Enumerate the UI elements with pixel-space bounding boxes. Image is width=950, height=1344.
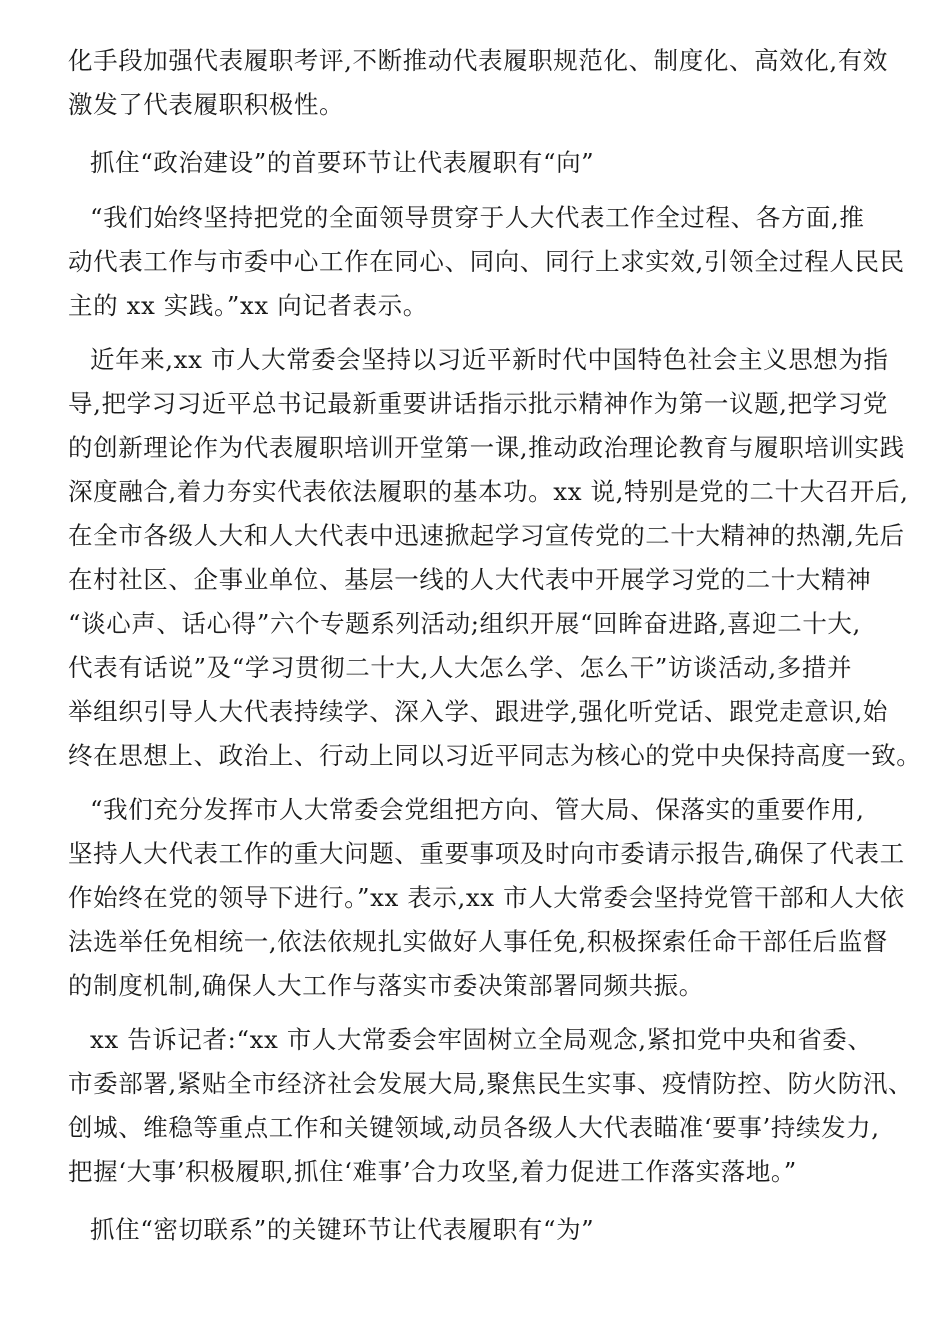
text-line: 把握‘大事’积极履职,抓住‘难事’合力攻坚,着力促进工作落实落地。” (68, 1157, 797, 1186)
text-line: 坚持人大代表工作的重大问题、重要事项及时向市委请示报告,确保了代表工 (68, 839, 905, 868)
section-heading: 抓住“密切联系”的关键环节让代表履职有“为” (90, 1215, 595, 1244)
text-line: 的制度机制,确保人大工作与落实市委决策部署同频共振。 (68, 971, 704, 1000)
text-line: 的创新理论作为代表履职培训开堂第一课,推动政治理论教育与履职培训实践 (68, 433, 905, 462)
text-line: 深度融合,着力夯实代表依法履职的基本功。xx 说,特别是党的二十大召开后, (68, 477, 909, 506)
text-line: 激发了代表履职积极性。 (68, 90, 345, 119)
text-line: xx 告诉记者:“xx 市人大常委会牢固树立全局观念,紧扣党中央和省委、 (90, 1025, 873, 1054)
text-line: “我们始终坚持把党的全面领导贯穿于人大代表工作全过程、各方面,推 (90, 203, 865, 232)
text-line: 化手段加强代表履职考评,不断推动代表履职规范化、制度化、高效化,有效 (68, 46, 888, 75)
text-line: 法选举任免相统一,依法依规扎实做好人事任免,积极探索任命干部任后监督 (68, 927, 888, 956)
text-line: 创城、维稳等重点工作和关键领域,动员各级人大代表瞄准‘要事’持续发力, (68, 1113, 880, 1142)
text-line: 在全市各级人大和人大代表中迅速掀起学习宣传党的二十大精神的热潮,先后 (68, 521, 905, 550)
section-heading: 抓住“政治建设”的首要环节让代表履职有“向” (90, 148, 595, 177)
text-line: 举组织引导人大代表持续学、深入学、跟进学,强化听党话、跟党走意识,始 (68, 697, 888, 726)
text-line: 导,把学习习近平总书记最新重要讲话指示批示精神作为第一议题,把学习党 (68, 389, 888, 418)
text-line: “我们充分发挥市人大常委会党组把方向、管大局、保落实的重要作用, (90, 795, 865, 824)
text-line: 在村社区、企事业单位、基层一线的人大代表中开展学习党的二十大精神 (68, 565, 872, 594)
text-line: 代表有话说”及“学习贯彻二十大,人大怎么学、怎么干”访谈活动,多措并 (68, 653, 853, 682)
text-line: “谈心声、话心得”六个专题系列活动;组织开展“回眸奋进路,喜迎二十大, (68, 609, 861, 638)
text-line: 终在思想上、政治上、行动上同以习近平同志为核心的党中央保持高度一致。 (68, 741, 922, 770)
text-line: 主的 xx 实践。”xx 向记者表示。 (68, 291, 428, 320)
text-line: 近年来,xx 市人大常委会坚持以习近平新时代中国特色社会主义思想为指 (90, 345, 889, 374)
text-line: 作始终在党的领导下进行。”xx 表示,xx 市人大常委会坚持党管干部和人大依 (68, 883, 905, 912)
text-line: 动代表工作与市委中心工作在同心、同向、同行上求实效,引领全过程人民民 (68, 247, 905, 276)
text-line: 市委部署,紧贴全市经济社会发展大局,聚焦民生实事、疫情防控、防火防汛、 (68, 1069, 914, 1098)
